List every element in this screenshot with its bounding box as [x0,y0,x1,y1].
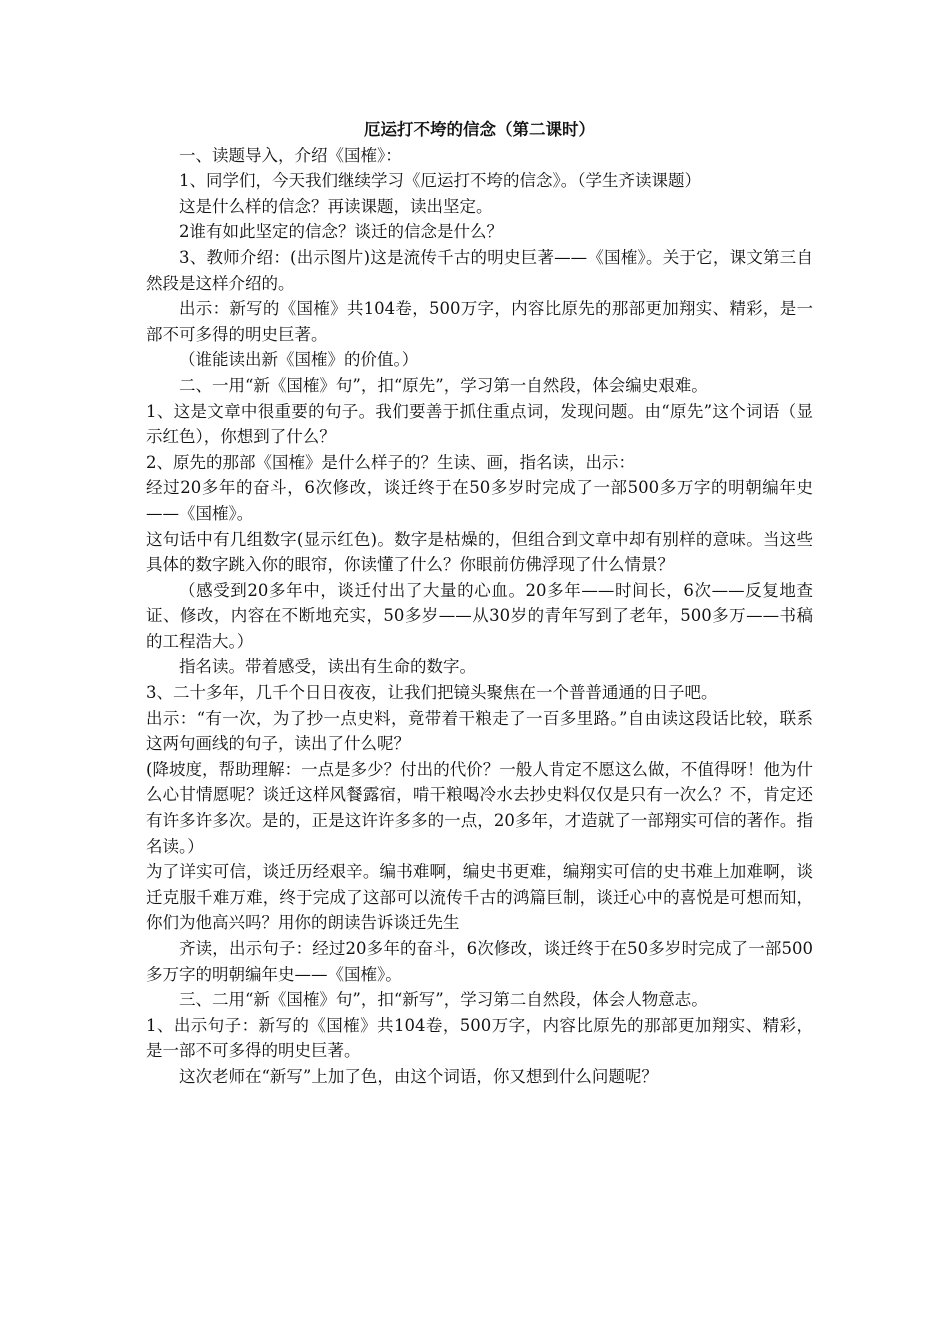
paragraph: 经过20多年的奋斗，6次修改，谈迁终于在50多岁时完成了一部500多万字的明朝编年史——《国榷》。 [146,478,813,523]
paragraph: 出示：新写的《国榷》共104卷，500万字，内容比原先的那部更加翔实、精彩，是一部不可多得的明史巨著。 [146,299,813,344]
document-title: 厄运打不垮的信念（第二课时） [364,120,595,139]
paragraph: 二、一用“新《国榷》句”，扣“原先”，学习第一自然段，体会编史艰难。 [179,375,708,395]
paragraph: 这是什么样的信念？再读课题，读出坚定。 [179,196,493,216]
paragraph: 2谁有如此坚定的信念？谈迁的信念是什么？ [179,222,503,242]
paragraph: 指名读。带着感受，读出有生命的数字。 [179,657,476,677]
paragraph: 为了详实可信，谈迁历经艰辛。编书难啊，编史书更难，编翔实可信的史书难上加难啊，谈迁克服千难万难，终于完成了这部可以流传千古的鸿篇巨制，谈迁心中的喜悦是可想而知，你们为他高兴吗？用你的朗读告诉谈迁先生 [146,862,813,933]
paragraph: 1、出示句子：新写的《国榷》共104卷，500万字，内容比原先的那部更加翔实、精彩，是一部不可多得的明史巨著。 [146,1015,813,1061]
paragraph: 三、二用“新《国榷》句”，扣“新写”，学习第二自然段，体会人物意志。 [179,990,708,1010]
document-body [146,117,813,1090]
paragraph: （谁能读出新《国榷》的价值。） [179,350,419,370]
paragraph: 1、这是文章中很重要的句子。我们要善于抓住重点词，发现问题。由“原先”这个词语（显示红色），你想到了什么？ [146,401,813,447]
paragraph: 这次老师在“新写”上加了色，由这个词语，你又想到什么问题呢？ [179,1066,658,1086]
paragraph: 2、原先的那部《国榷》是什么样子的？生读、画，指名读，出示： [146,452,635,472]
paragraph: 齐读，出示句子：经过20多年的奋斗，6次修改，谈迁终于在50多岁时完成了一部500多万字的明朝编年史——《国榷》。 [146,939,813,984]
paragraph: (降坡度，帮助理解：一点是多少？付出的代价？一般人肯定不愿这么做，不值得呀！他为什么心甘情愿呢？谈迁这样风餐露宿，啃干粮喝冷水去抄史料仅仅是只有一次么？不，肯定还有许多许多次。是的，正是这许许多多的一点，20多年，才造就了一部翔实可信的著作。指名读。） [146,759,813,856]
paragraph: 3、二十多年，几千个日日夜夜，让我们把镜头聚焦在一个普普通通的日子吧。 [146,683,718,703]
paragraph: 1、同学们，今天我们继续学习《厄运打不垮的信念》。（学生齐读课题） [179,171,701,191]
paragraph: 一、读题导入，介绍《国榷》： [179,145,402,165]
paragraph-list [146,143,813,1090]
paragraph: 这句话中有几组数字(显示红色)。数字是枯燥的，但组合到文章中却有别样的意味。当这些具体的数字跳入你的眼帘，你读懂了什么？你眼前仿佛浮现了什么情景？ [146,529,813,575]
paragraph: 3、教师介绍：(出示图片)这是流传千古的明史巨著——《国榷》。关于它，课文第三自然段是这样介绍的。 [146,247,813,293]
paragraph: （感受到20多年中，谈迁付出了大量的心血。20多年——时间长，6次——反复地查证、修改，内容在不断地充实，50多岁——从30岁的青年写到了老年，500多万——书稿的工程浩大。） [146,580,813,651]
paragraph: 出示：“有一次，为了抄一点史料，竟带着干粮走了一百多里路。”自由读这段话比较，联系这两句画线的句子，读出了什么呢？ [146,708,813,754]
